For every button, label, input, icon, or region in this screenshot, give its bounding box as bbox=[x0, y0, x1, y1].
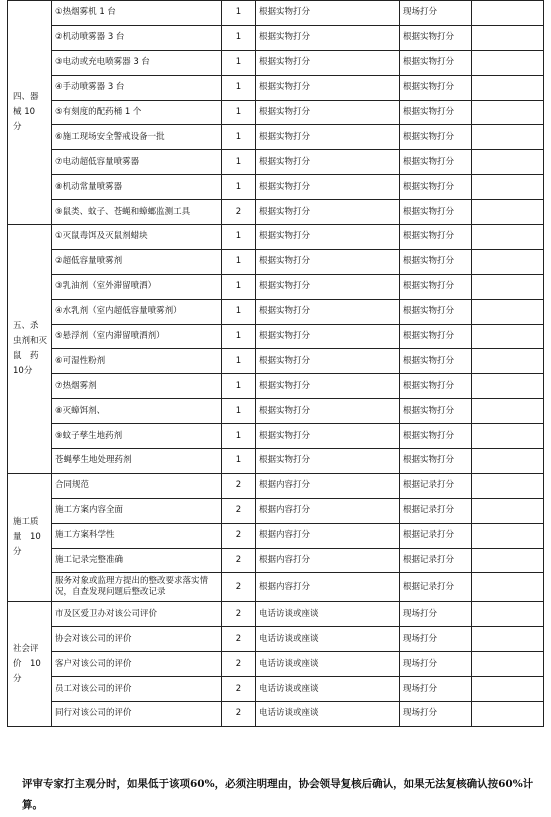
blank-cell bbox=[472, 299, 544, 324]
item-cell: ⑥可湿性粉剂 bbox=[52, 349, 222, 374]
method-cell: 根据实物打分 bbox=[256, 150, 400, 175]
table-row bbox=[8, 274, 544, 299]
score-cell: 1 bbox=[222, 100, 256, 125]
item-cell: ③乳油剂（室外滞留喷洒） bbox=[52, 274, 222, 299]
table-row bbox=[8, 498, 544, 523]
category-cell bbox=[8, 473, 52, 602]
method-cell: 根据实物打分 bbox=[256, 25, 400, 50]
category-label-line: 五、杀 bbox=[13, 320, 39, 331]
basis-cell: 根据实物打分 bbox=[400, 449, 472, 474]
basis-cell: 现场打分 bbox=[400, 602, 472, 627]
method-cell: 根据实物打分 bbox=[256, 50, 400, 75]
category-label-line: 械 10 bbox=[13, 107, 36, 117]
table-row bbox=[8, 349, 544, 374]
blank-cell bbox=[472, 399, 544, 424]
item-cell: 客户对该公司的评价 bbox=[52, 652, 222, 677]
item-cell: ③电动或充电喷雾器 3 台 bbox=[52, 50, 222, 75]
item-cell: ⑦电动超低容量喷雾器 bbox=[52, 150, 222, 175]
method-cell: 根据实物打分 bbox=[256, 1, 400, 26]
table-row bbox=[8, 100, 544, 125]
table-row bbox=[8, 399, 544, 424]
basis-cell: 根据实物打分 bbox=[400, 175, 472, 200]
item-cell: ⑤悬浮剂（室内滞留喷洒剂） bbox=[52, 324, 222, 349]
score-cell: 1 bbox=[222, 424, 256, 449]
basis-cell: 根据实物打分 bbox=[400, 225, 472, 250]
method-cell: 根据内容打分 bbox=[256, 523, 400, 548]
item-cell: ⑦热烟雾剂 bbox=[52, 374, 222, 399]
item-cell: 施工方案内容全面 bbox=[52, 498, 222, 523]
basis-cell: 根据实物打分 bbox=[400, 150, 472, 175]
table-row bbox=[8, 573, 544, 602]
basis-cell: 现场打分 bbox=[400, 702, 472, 727]
category-label-line: 四、器 bbox=[13, 92, 39, 102]
method-cell: 根据内容打分 bbox=[256, 548, 400, 573]
method-cell: 电话访谈或座谈 bbox=[256, 602, 400, 627]
method-cell: 根据实物打分 bbox=[256, 200, 400, 225]
item-cell: 苍蝇孳生地处理药剂 bbox=[52, 449, 222, 474]
score-cell: 1 bbox=[222, 349, 256, 374]
score-cell: 1 bbox=[222, 25, 256, 50]
method-cell: 根据实物打分 bbox=[256, 274, 400, 299]
table-row bbox=[8, 652, 544, 677]
category-cell bbox=[8, 602, 52, 726]
score-cell: 2 bbox=[222, 627, 256, 652]
item-cell: ②超低容量喷雾剂 bbox=[52, 249, 222, 274]
basis-cell: 现场打分 bbox=[400, 627, 472, 652]
blank-cell bbox=[472, 652, 544, 677]
blank-cell bbox=[472, 100, 544, 125]
blank-cell bbox=[472, 324, 544, 349]
blank-cell bbox=[472, 523, 544, 548]
category-label-line: 价 10 bbox=[13, 658, 41, 669]
score-cell: 2 bbox=[222, 702, 256, 727]
table-row bbox=[8, 677, 544, 702]
basis-cell: 根据记录打分 bbox=[400, 473, 472, 498]
score-cell: 2 bbox=[222, 652, 256, 677]
blank-cell bbox=[472, 424, 544, 449]
basis-cell: 现场打分 bbox=[400, 652, 472, 677]
basis-cell: 根据实物打分 bbox=[400, 200, 472, 225]
method-cell: 根据实物打分 bbox=[256, 449, 400, 474]
table-row bbox=[8, 374, 544, 399]
category-label-line: 鼠 药 bbox=[13, 350, 39, 361]
blank-cell bbox=[472, 498, 544, 523]
method-cell: 根据内容打分 bbox=[256, 573, 400, 602]
score-cell: 2 bbox=[222, 473, 256, 498]
category-label-line: 量 10 bbox=[13, 532, 41, 543]
table-row bbox=[8, 25, 544, 50]
method-cell: 根据实物打分 bbox=[256, 399, 400, 424]
table-row bbox=[8, 523, 544, 548]
table-row bbox=[8, 125, 544, 150]
score-cell: 2 bbox=[222, 573, 256, 602]
blank-cell bbox=[472, 374, 544, 399]
method-cell: 电话访谈或座谈 bbox=[256, 677, 400, 702]
category-label-line: 施工质 bbox=[13, 517, 39, 528]
table-row bbox=[8, 627, 544, 652]
score-cell: 2 bbox=[222, 498, 256, 523]
item-cell: ④水乳剂（室内超低容量喷雾剂） bbox=[52, 299, 222, 324]
category-label-line: 分 bbox=[13, 673, 22, 684]
score-cell: 1 bbox=[222, 299, 256, 324]
item-cell: 市及区爱卫办对该公司评价 bbox=[52, 602, 222, 627]
score-cell: 1 bbox=[222, 1, 256, 26]
method-cell: 根据实物打分 bbox=[256, 100, 400, 125]
score-cell: 1 bbox=[222, 75, 256, 100]
table-row bbox=[8, 299, 544, 324]
method-cell: 根据实物打分 bbox=[256, 374, 400, 399]
item-cell: 施工记录完整准确 bbox=[52, 548, 222, 573]
blank-cell bbox=[472, 627, 544, 652]
item-cell: 施工方案科学性 bbox=[52, 523, 222, 548]
method-cell: 电话访谈或座谈 bbox=[256, 702, 400, 727]
score-cell: 2 bbox=[222, 523, 256, 548]
score-cell: 1 bbox=[222, 399, 256, 424]
method-cell: 根据实物打分 bbox=[256, 175, 400, 200]
method-cell: 根据内容打分 bbox=[256, 498, 400, 523]
basis-cell: 根据实物打分 bbox=[400, 349, 472, 374]
score-cell: 1 bbox=[222, 150, 256, 175]
method-cell: 根据实物打分 bbox=[256, 249, 400, 274]
score-cell: 1 bbox=[222, 249, 256, 274]
basis-cell: 根据实物打分 bbox=[400, 125, 472, 150]
score-cell: 1 bbox=[222, 274, 256, 299]
table-row bbox=[8, 702, 544, 727]
scoring-table bbox=[7, 0, 544, 727]
table-row bbox=[8, 249, 544, 274]
method-cell: 根据实物打分 bbox=[256, 324, 400, 349]
blank-cell bbox=[472, 249, 544, 274]
basis-cell: 根据实物打分 bbox=[400, 374, 472, 399]
item-cell: 员工对该公司的评价 bbox=[52, 677, 222, 702]
basis-cell: 根据实物打分 bbox=[400, 100, 472, 125]
blank-cell bbox=[472, 50, 544, 75]
basis-cell: 现场打分 bbox=[400, 1, 472, 26]
blank-cell bbox=[472, 677, 544, 702]
table-row bbox=[8, 548, 544, 573]
blank-cell bbox=[472, 1, 544, 26]
item-cell: 合同规范 bbox=[52, 473, 222, 498]
basis-cell: 根据实物打分 bbox=[400, 399, 472, 424]
basis-cell: 根据实物打分 bbox=[400, 424, 472, 449]
blank-cell bbox=[472, 702, 544, 727]
item-cell: ④手动喷雾器 3 台 bbox=[52, 75, 222, 100]
score-cell: 1 bbox=[222, 324, 256, 349]
blank-cell bbox=[472, 75, 544, 100]
table-row bbox=[8, 225, 544, 250]
method-cell: 根据实物打分 bbox=[256, 349, 400, 374]
method-cell: 电话访谈或座谈 bbox=[256, 652, 400, 677]
item-cell: ②机动喷雾器 3 台 bbox=[52, 25, 222, 50]
blank-cell bbox=[472, 175, 544, 200]
basis-cell: 根据实物打分 bbox=[400, 324, 472, 349]
table-row bbox=[8, 473, 544, 498]
scoring-table-body bbox=[8, 1, 544, 727]
basis-cell: 根据记录打分 bbox=[400, 573, 472, 602]
category-label-line: 分 bbox=[13, 547, 22, 558]
blank-cell bbox=[472, 274, 544, 299]
category-label-line: 虫剂和灭 bbox=[13, 335, 48, 346]
basis-cell: 根据记录打分 bbox=[400, 498, 472, 523]
basis-cell: 根据实物打分 bbox=[400, 299, 472, 324]
item-cell: ⑨鼠类、蚊子、苍蝇和蟑螂监测工具 bbox=[52, 200, 222, 225]
score-cell: 2 bbox=[222, 200, 256, 225]
method-cell: 根据实物打分 bbox=[256, 299, 400, 324]
footnote: 评审专家打主观分时，如果低于该项60%，必须注明理由，协会领导复核后确认，如果无法复核确认按60%计算。 bbox=[22, 778, 534, 811]
table-row bbox=[8, 324, 544, 349]
item-cell: ①热烟雾机 1 台 bbox=[52, 1, 222, 26]
basis-cell: 现场打分 bbox=[400, 677, 472, 702]
basis-cell: 根据实物打分 bbox=[400, 50, 472, 75]
item-cell: 同行对该公司的评价 bbox=[52, 702, 222, 727]
item-cell: ①灭鼠毒饵及灭鼠剂蜡块 bbox=[52, 225, 222, 250]
blank-cell bbox=[472, 125, 544, 150]
table-row bbox=[8, 175, 544, 200]
score-cell: 1 bbox=[222, 374, 256, 399]
basis-cell: 根据实物打分 bbox=[400, 75, 472, 100]
item-cell: 协会对该公司的评价 bbox=[52, 627, 222, 652]
category-label-line: 10分 bbox=[13, 365, 33, 376]
blank-cell bbox=[472, 225, 544, 250]
method-cell: 根据内容打分 bbox=[256, 473, 400, 498]
score-cell: 1 bbox=[222, 125, 256, 150]
item-cell: ⑥施工现场安全警戒设备一批 bbox=[52, 125, 222, 150]
basis-cell: 根据实物打分 bbox=[400, 249, 472, 274]
table-row bbox=[8, 200, 544, 225]
blank-cell bbox=[472, 473, 544, 498]
category-cell bbox=[8, 1, 52, 225]
item-cell: ⑨蚊子孳生地药剂 bbox=[52, 424, 222, 449]
basis-cell: 根据记录打分 bbox=[400, 548, 472, 573]
blank-cell bbox=[472, 349, 544, 374]
table-row bbox=[8, 449, 544, 474]
blank-cell bbox=[472, 548, 544, 573]
score-cell: 2 bbox=[222, 677, 256, 702]
blank-cell bbox=[472, 602, 544, 627]
category-label-line: 社会评 bbox=[13, 643, 39, 654]
score-cell: 1 bbox=[222, 225, 256, 250]
method-cell: 电话访谈或座谈 bbox=[256, 627, 400, 652]
blank-cell bbox=[472, 200, 544, 225]
method-cell: 根据实物打分 bbox=[256, 225, 400, 250]
item-cell: ⑧机动常量喷雾器 bbox=[52, 175, 222, 200]
score-cell: 1 bbox=[222, 50, 256, 75]
blank-cell bbox=[472, 573, 544, 602]
table-row bbox=[8, 424, 544, 449]
table-row bbox=[8, 75, 544, 100]
basis-cell: 根据记录打分 bbox=[400, 523, 472, 548]
score-cell: 1 bbox=[222, 175, 256, 200]
blank-cell bbox=[472, 449, 544, 474]
table-row bbox=[8, 150, 544, 175]
blank-cell bbox=[472, 25, 544, 50]
basis-cell: 根据实物打分 bbox=[400, 274, 472, 299]
basis-cell: 根据实物打分 bbox=[400, 25, 472, 50]
category-label-line: 分 bbox=[13, 122, 22, 132]
method-cell: 根据实物打分 bbox=[256, 75, 400, 100]
blank-cell bbox=[472, 150, 544, 175]
score-cell: 1 bbox=[222, 449, 256, 474]
item-cell: ⑤有刻度的配药桶 1 个 bbox=[52, 100, 222, 125]
score-cell: 2 bbox=[222, 602, 256, 627]
category-cell bbox=[8, 225, 52, 474]
table-row bbox=[8, 1, 544, 26]
table-row bbox=[8, 50, 544, 75]
table-row bbox=[8, 602, 544, 627]
item-cell: 服务对象或监理方提出的整改要求落实情况，自查发现问题后整改记录 bbox=[52, 573, 222, 602]
method-cell: 根据实物打分 bbox=[256, 424, 400, 449]
score-cell: 2 bbox=[222, 548, 256, 573]
method-cell: 根据实物打分 bbox=[256, 125, 400, 150]
item-cell: ⑧灭蟑饵剂、 bbox=[52, 399, 222, 424]
